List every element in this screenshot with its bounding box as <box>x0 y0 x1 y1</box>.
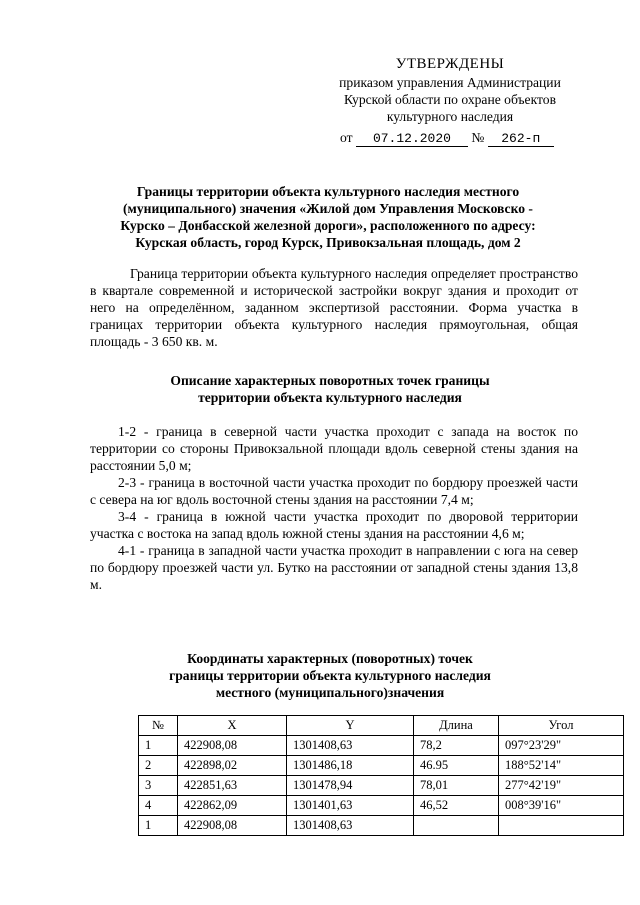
cell-number: 4 <box>139 796 178 816</box>
document-title <box>90 183 566 251</box>
table-row <box>139 756 624 776</box>
approval-title: УТВЕРЖДЕНЫ <box>395 56 505 72</box>
order-date: 07.12.2020 <box>356 131 468 147</box>
cell-angle <box>499 816 624 836</box>
boundary-item: 3-4 - граница в южной части участка проходит по дворовой территории участка с востока на запад вдоль южной стены здания на расстоянии 4,6 м; <box>90 509 578 541</box>
approval-line-1: приказом управления Администрации <box>339 75 561 90</box>
intro-text: Граница территории объекта культурного наследия определяет пространство в квартале современной и исторической застройки вокруг здания и проходит от него на определённом, заданном экспертизой расстоянии. Форма участка в границах территории объекта культурного наследия прямоугольная, общая площадь - 3 650 кв. м. <box>90 266 578 349</box>
cell-length: 78,2 <box>414 736 499 756</box>
cell-angle: 277°42'19" <box>499 776 624 796</box>
boundary-item: 4-1 - граница в западной части участка проходит в направлении с юга на север по бордюру проезжей части ул. Бутко на расстоянии от западной стены здания 13,8 м. <box>90 543 578 592</box>
boundary-item: 1-2 - граница в северной части участка проходит с запада на восток по территории со стороны Привокзальной площади вдоль северной стены здания на расстоянии 5,0 м; <box>90 424 578 473</box>
cell-x: 422908,08 <box>178 816 287 836</box>
table-row <box>139 816 624 836</box>
cell-length: 46.95 <box>414 756 499 776</box>
table-row <box>139 736 624 756</box>
order-number: 262-п <box>488 131 554 147</box>
cell-y: 1301408,63 <box>287 736 414 756</box>
title-line: Курская область, город Курск, Привокзальная площадь, дом 2 <box>135 235 521 250</box>
cell-angle: 188°52'14" <box>499 756 624 776</box>
cell-number: 1 <box>139 816 178 836</box>
cell-y: 1301408,63 <box>287 816 414 836</box>
cell-angle: 097°23'29" <box>499 736 624 756</box>
section-heading-line: Описание характерных поворотных точек границы <box>170 373 490 388</box>
intro-paragraph <box>90 265 578 350</box>
header-angle: Угол <box>499 716 624 736</box>
cell-y: 1301486,18 <box>287 756 414 776</box>
cell-number: 1 <box>139 736 178 756</box>
title-line: (муниципального) значения «Жилой дом Управления Московско - <box>123 201 533 216</box>
section-heading-line: местного (муниципального)значения <box>215 685 445 700</box>
approval-block <box>330 56 570 125</box>
cell-y: 1301401,63 <box>287 796 414 816</box>
cell-number: 3 <box>139 776 178 796</box>
header-length: Длина <box>414 716 499 736</box>
cell-length: 78,01 <box>414 776 499 796</box>
header-number: № <box>139 716 178 736</box>
section-heading-line: Координаты характерных (поворотных) точек <box>187 651 473 666</box>
boundary-description-list <box>90 423 578 593</box>
table-row <box>139 796 624 816</box>
cell-angle: 008°39'16" <box>499 796 624 816</box>
cell-x: 422898,02 <box>178 756 287 776</box>
number-prefix: № <box>471 130 485 145</box>
cell-x: 422862,09 <box>178 796 287 816</box>
cell-length: 46,52 <box>414 796 499 816</box>
cell-length <box>414 816 499 836</box>
cell-x: 422851,63 <box>178 776 287 796</box>
table-row <box>139 776 624 796</box>
title-line: Границы территории объекта культурного наследия местного <box>136 184 520 199</box>
title-line: Курско – Донбасской железной дороги», расположенного по адресу: <box>120 218 536 233</box>
boundary-item: 2-3 - граница в восточной части участка проходит по бордюру проезжей части с севера на юг вдоль восточной стены здания на расстоянии 7,4 м; <box>90 475 578 507</box>
coordinates-table <box>138 715 624 836</box>
approval-line-2: Курской области по охране объектов <box>344 92 556 107</box>
section-heading-line: территории объекта культурного наследия <box>198 390 462 405</box>
section-2-heading <box>110 650 550 701</box>
cell-x: 422908,08 <box>178 736 287 756</box>
table-header-row <box>139 716 624 736</box>
date-prefix: от <box>340 130 353 145</box>
header-y: Y <box>287 716 414 736</box>
cell-number: 2 <box>139 756 178 776</box>
approval-line-3: культурного наследия <box>386 109 514 124</box>
section-heading-line: границы территории объекта культурного наследия <box>169 668 491 683</box>
cell-y: 1301478,94 <box>287 776 414 796</box>
header-x: X <box>178 716 287 736</box>
section-1-heading <box>110 372 550 406</box>
order-date-line <box>340 130 580 147</box>
